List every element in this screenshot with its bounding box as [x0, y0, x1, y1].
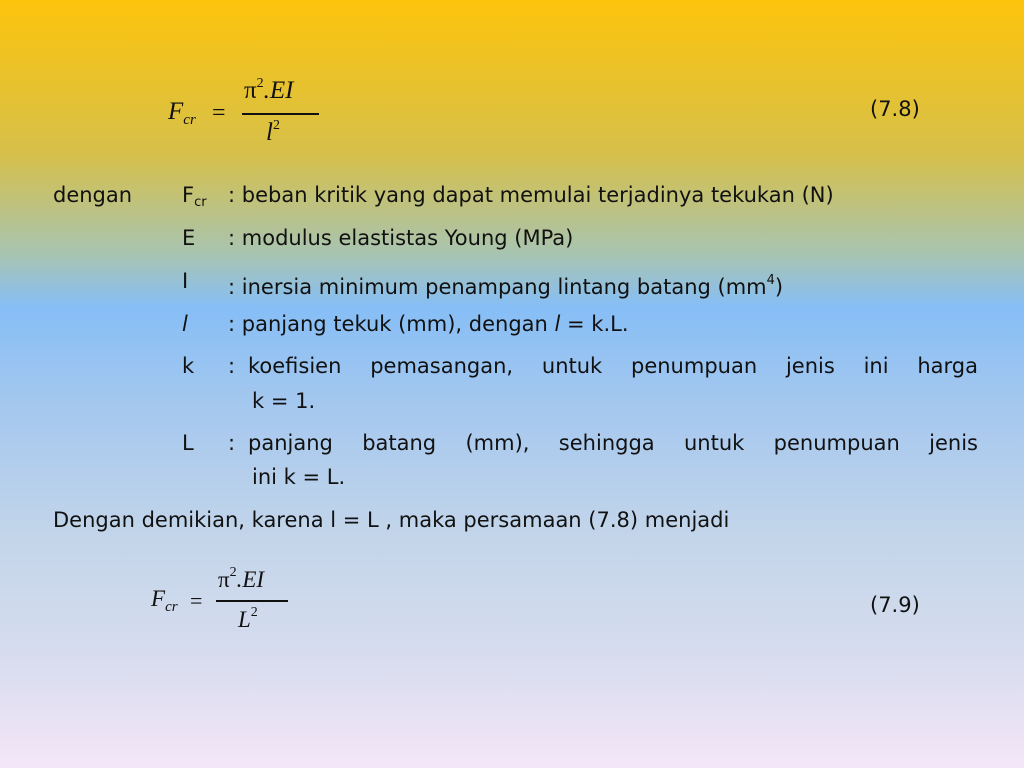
def-k-symbol: k: [182, 354, 195, 378]
def-e-symbol: E: [182, 226, 196, 250]
def-e-text: : modulus elastistas Young (MPa): [228, 226, 574, 250]
eq2-numerator: $\pi^2.EI$: [218, 565, 265, 592]
def-i-text: : inersia minimum penampang lintang batang $(mm^4)$: [228, 273, 784, 299]
def-fcr-symbol: $F_{cr}$: [182, 183, 207, 210]
eq2-equals-sign: =: [190, 588, 203, 613]
def-i-symbol: I: [182, 269, 189, 293]
def-k-text-line2: k = 1.: [252, 389, 316, 413]
eq2-denominator: $L^2$: [238, 605, 258, 632]
def-l-text: : panjang tekuk (mm), dengan l = k.L.: [228, 312, 629, 336]
def-l-symbol: l: [182, 312, 188, 336]
def-fcr-text: : beban kritik yang dapat memulai terjadinya tekukan (N): [228, 183, 834, 207]
eq2-number: (7.9): [870, 593, 920, 617]
eq1-number: (7.8): [870, 97, 920, 121]
def-k-text-line1: koefisien pemasangan, untuk penumpuan jenis ini harga: [248, 354, 978, 378]
conclusion-text: Dengan demikian, karena l = L , maka persamaan (7.8) menjadi: [53, 508, 730, 532]
eq2-lhs: $F_{cr}$: [151, 586, 178, 615]
def-k-colon: :: [228, 354, 236, 378]
eq1-equals-sign: =: [212, 100, 226, 126]
eq1-lhs: $F_{cr}$: [168, 98, 196, 128]
def-L-colon: :: [228, 431, 236, 455]
eq2-fraction-bar: [216, 600, 288, 602]
definitions-intro: dengan: [53, 183, 133, 207]
eq1-denominator: $l^2$: [266, 118, 280, 146]
eq1-fraction-bar: [242, 113, 319, 115]
def-L-text-line1: panjang batang (mm), sehingga untuk penumpuan jenis: [248, 431, 978, 455]
def-L-text-line2: ini k = L.: [252, 465, 346, 489]
def-L-symbol: L: [182, 431, 194, 455]
eq1-numerator: $\pi^2.EI$: [244, 76, 294, 104]
